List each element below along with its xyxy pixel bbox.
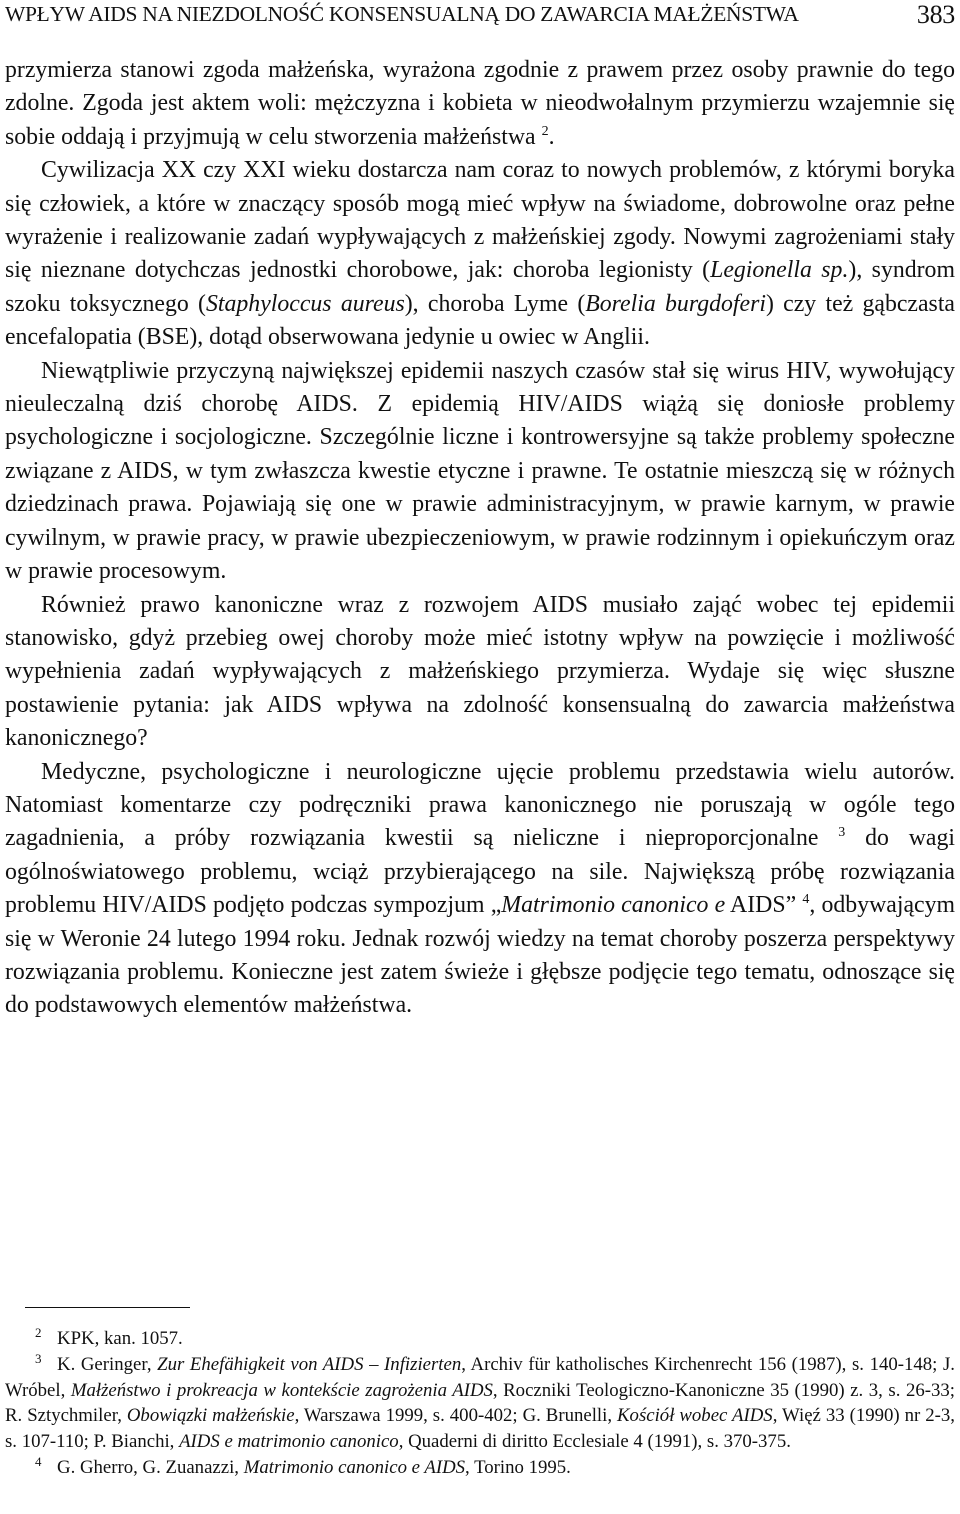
- paragraph-5-text-a: Medyczne, psychologiczne i neurologiczne ujęcie problemu przedstawia wielu autorów. Natomiast komentarze czy podręczniki prawa kanonicznego nie poruszają w ogóle tego zagadnienia, a próby rozwiązania kwestii są nieliczne i nieproporcjonalne: [5, 758, 955, 852]
- footnote-3-text-b: , Archiv für katholisches Kirchenrecht 156 (1987), s. 140-148; J. Wróbel,: [5, 1353, 955, 1401]
- paragraph-5: [5, 756, 955, 1023]
- footnote-3-italic-3: Obowiązki małżeńskie: [126, 1405, 295, 1427]
- paragraph-1-text: przymierza stanowi zgoda małżeńska, wyrażona zgodnie z prawem przez osoby prawnie do tego zdolne. Zgoda jest aktem woli: mężczyzna i kobieta w nieodwołalnym przymierzu wzajemnie się sobie oddają i przyjmują w celu stworzenia małżeństwa: [5, 57, 955, 150]
- paragraph-2: [5, 154, 955, 354]
- footnote-3-italic-4: Kościół wobec AIDS: [617, 1405, 773, 1427]
- footnotes: [5, 1326, 955, 1481]
- footnote-4-text-b: , Torino 1995.: [465, 1456, 571, 1478]
- paragraph-2-text-b: ), syndrom szoku toksycznego (: [5, 257, 955, 317]
- footnote-3-text-c: , Roczniki Teologiczno-Kanoniczne 35 (1990) z. 3, s. 26-33; R. Sztychmiler,: [5, 1379, 955, 1427]
- footnote-2-text: KPK, kan. 1057.: [57, 1328, 183, 1349]
- footnote-2: 2 KPK, kan. 1057.: [35, 1324, 183, 1349]
- footnote-3-italic-2: Małżeństwo i prokreacja w kontekście zagrożenia AIDS: [70, 1379, 493, 1401]
- footnote-3-text-d: , Warszawa 1999, s. 400-402; G. Brunelli,: [294, 1405, 618, 1427]
- paragraph-3: Niewątpliwie przyczyną największej epidemii naszych czasów stał się wirus HIV, wywołujący nieuleczalną dziś chorobę AIDS. Z epidemią HIV/AIDS wiążą się doniosłe problemy psychologiczne i socjologiczne. Szczególnie liczne i kontrowersyjne są także problemy społeczne związane z AIDS, w tym zwłaszcza kwestie etyczne i prawne. Te ostatnie mieszczą się w różnych dziedzinach prawa. Pojawiają się one w prawie administracyjnym, w prawie karnym, w prawie cywilnym, w prawie pracy, w prawie ubezpieczeniowym, w prawie rodzinnym i opiekuńczym oraz w prawie procesowym.: [5, 357, 955, 585]
- paragraph-2-italic-3: Borelia burgdoferi: [585, 290, 766, 317]
- footnote-4-text-a: G. Gherro, G. Zuanazzi,: [57, 1456, 244, 1478]
- paragraph-1-end: .: [548, 123, 555, 150]
- paragraph-1: [5, 54, 955, 154]
- footnote-4: 4 G. Gherro, G. Zuanazzi, Matrimonio canonico e AIDS, Torino 1995.: [35, 1453, 571, 1478]
- paragraph-5-text-b: do wagi ogólnoświatowego problemu, wciąż przybierającego na sile. Największą próbę rozwiązania problemu HIV/AIDS podjęto podczas sympozjum „: [5, 825, 956, 919]
- paragraph-4: Również prawo kanoniczne wraz z rozwojem AIDS musiało zająć wobec tej epidemii stanowisko, gdyż przebieg owej choroby może mieć istotny wpływ na powzięcie i możliwość wypełnienia zadań wypływających z małżeńskiego przymierza. Wydaje się więc słuszne postawienie pytania: jak AIDS wpływa na zdolność konsensualną do zawarcia małżeństwa kanonicznego?: [5, 591, 955, 752]
- footnote-3-italic-5: AIDS e matrimonio canonico: [179, 1431, 399, 1453]
- footnote-3-italic-1: Zur Ehefähigkeit von AIDS – Infizierten: [157, 1353, 462, 1375]
- footnote-separator: [25, 1307, 190, 1308]
- footnote-3-text-f: , Quaderni di diritto Ecclesiale 4 (1991), s. 370-375.: [398, 1431, 791, 1453]
- main-text: [5, 54, 955, 1023]
- footnote-4-italic-1: Matrimonio canonico e AIDS: [243, 1456, 466, 1478]
- paragraph-5-text-c: AIDS”: [725, 892, 797, 919]
- paragraph-2-text-c: ), choroba Lyme (: [404, 290, 586, 317]
- footnote-ref-4: 4: [802, 892, 810, 908]
- page-number: 383: [916, 0, 955, 29]
- footnote-3-text-e: , Więź 33 (1990) nr 2-3, s. 107-110; P. Bianchi,: [5, 1405, 955, 1453]
- paragraph-5-text-d: , odbywającym się w Weronie 24 lutego 1994 roku. Jednak rozwój wiedzy na temat choroby poszerza perspektywy rozwiązania problemu. Konieczne jest zatem świeże i głębsze podjęcie tego tematu, odnoszące się do podstawowych elementów małżeństwa.: [5, 892, 955, 1019]
- footnote-ref-2: 2: [541, 123, 549, 139]
- paragraph-2-italic-2: Staphyloccus aureus: [205, 290, 405, 317]
- footnote-3: 3 K. Geringer, Zur Ehefähigkeit von AIDS – Infizierten, Archiv für katholisches Kirchenrecht 156 (1987), s. 140-148; J. Wróbel, Małżeństwo i prokreacja w kontekście zagrożenia AIDS, Roczniki Teologiczno-Kanoniczne 35 (1990) z. 3, s. 26-33; R. Sztychmiler, Obowiązki małżeńskie, Warszawa 1999, s. 400-402; G. Brunelli, Kościół wobec AIDS, Więź 33 (1990) nr 2-3, s. 107-110; P. Bianchi, AIDS e matrimonio canonico, Quaderni di diritto Ecclesiale 4 (1991), s. 370-375.: [5, 1350, 955, 1453]
- running-title: WPŁYW AIDS NA NIEZDOLNOŚĆ KONSENSUALNĄ DO ZAWARCIA MAŁŻEŃSTWA: [5, 2, 799, 26]
- footnote-ref-3: 3: [838, 825, 846, 841]
- paragraph-2-text-d: ) czy też gąbczasta encefalopatia (BSE), dotąd obserwowana jedynie u owiec w Anglii.: [5, 290, 955, 351]
- footnote-3-text-a: K. Geringer,: [57, 1353, 158, 1375]
- paragraph-2-italic-1: Legionella sp.: [710, 257, 849, 284]
- paragraph-5-italic-1: Matrimonio canonico e: [501, 892, 726, 919]
- running-header: [5, 2, 955, 32]
- paragraph-2-text-a: Cywilizacja XX czy XXI wieku dostarcza nam coraz to nowych problemów, z którymi boryka się człowiek, a które w znaczący sposób mogą mieć wpływ na świadome, dobrowolne oraz pełne wyrażenie i realizowanie zadań wypływających z małżeńskiej zgody. Nowymi zagrożeniami stały się nieznane dotychczas jednostki chorobowe, jak: choroba legionisty (: [5, 157, 955, 284]
